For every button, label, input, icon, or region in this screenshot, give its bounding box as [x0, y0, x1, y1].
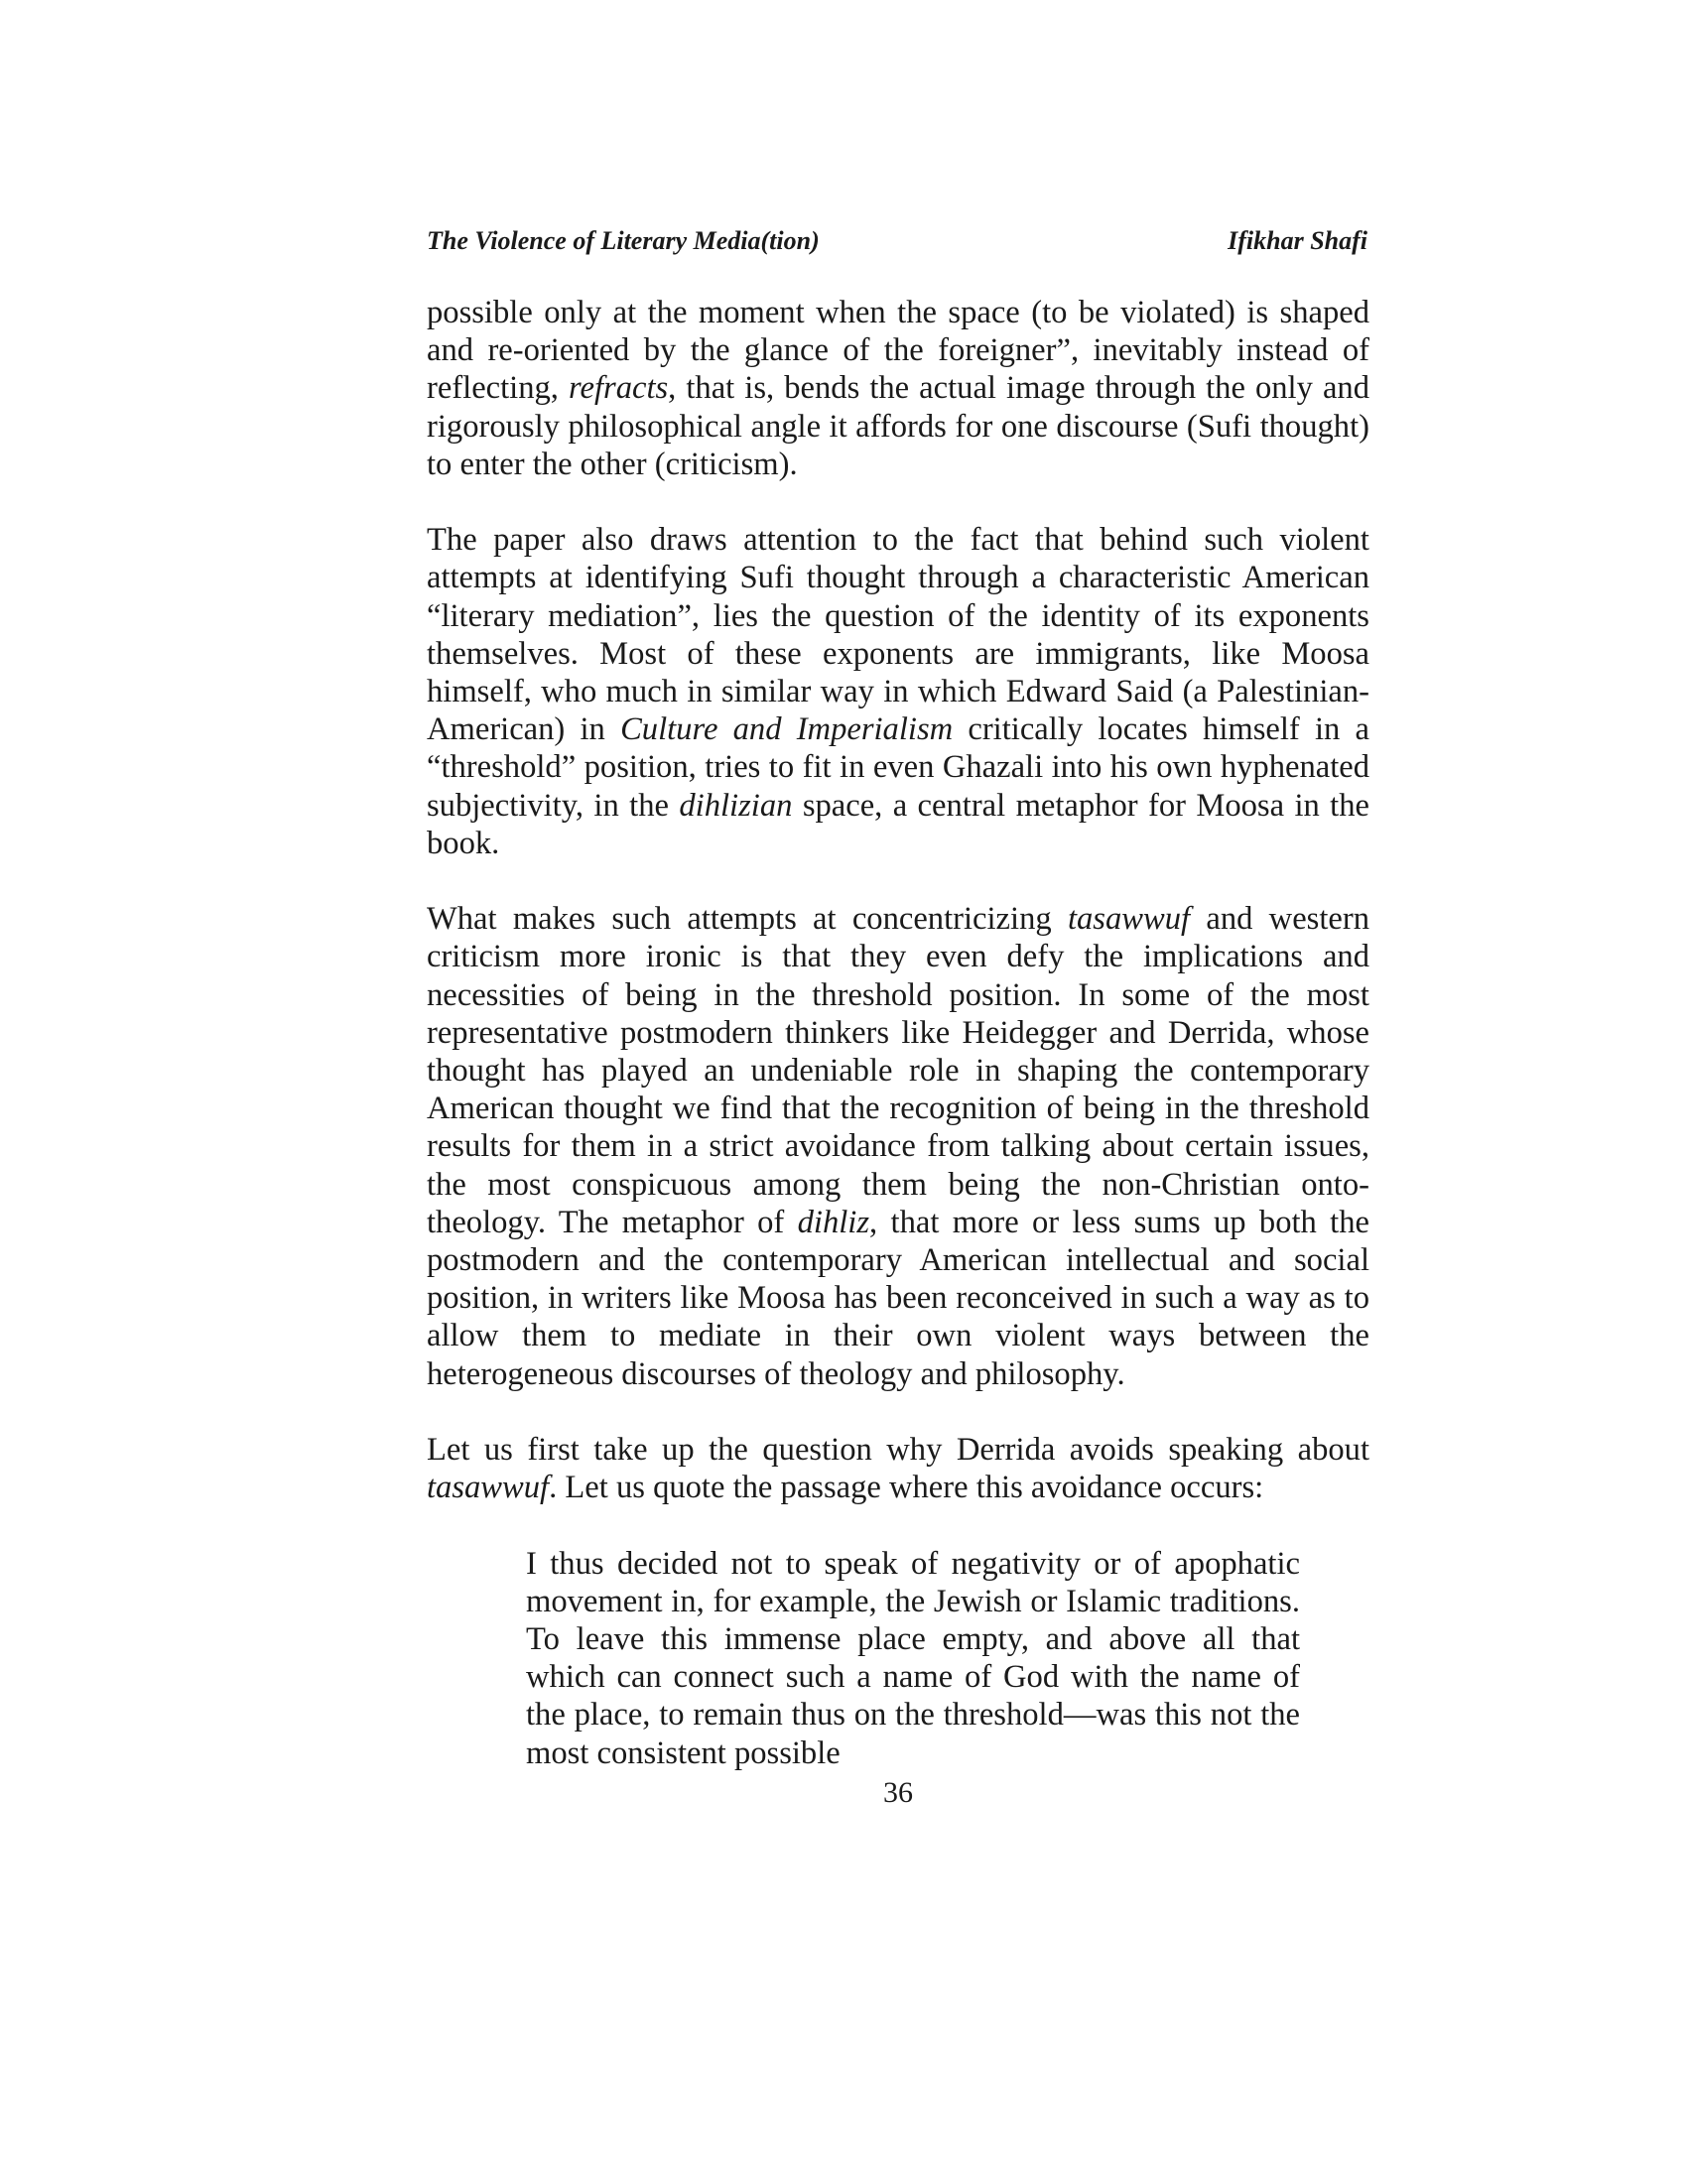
- italic-segment: Culture and Imperialism: [620, 711, 954, 748]
- text-segment: Let us first take up the question why Derrida avoids speaking about: [427, 1432, 1369, 1469]
- body-text: [427, 294, 1369, 1772]
- paragraph-2: [427, 521, 1369, 862]
- paragraph-1: [427, 294, 1369, 483]
- italic-segment: refracts: [569, 370, 669, 407]
- italic-segment: dihlizian: [679, 787, 793, 824]
- italic-segment: dihliz: [797, 1204, 870, 1240]
- text-segment: space, a central metaphor for Moosa in the book.: [427, 787, 1369, 861]
- running-title: The Violence of Literary Media(tion): [427, 226, 820, 255]
- text-segment: What makes such attempts at concentricizing: [427, 901, 1068, 938]
- paragraph-3: [427, 900, 1369, 1393]
- italic-segment: tasawwuf: [427, 1470, 550, 1506]
- text-segment: , that more or less sums up both the postmodern and the contemporary American intellectual and social position, in writers like Moosa has been reconceived in such a way as to allow them to mediate in their own violent ways between the heterogeneous discourses of theology and philosophy.: [427, 1204, 1369, 1392]
- text-segment: possible only at the moment when the space (to be violated) is shaped and re-oriented by the glance of the foreigner”, inevitably instead of reflecting,: [427, 295, 1369, 407]
- paragraph-4: [427, 1431, 1369, 1506]
- block-quote: [526, 1545, 1300, 1772]
- text-segment: , that is, bends the actual image through the only and rigorously philosophical angle it affords for one discourse (Sufi thought) to enter the other (criticism).: [427, 370, 1369, 482]
- quote-text: I thus decided not to speak of negativity or of apophatic movement in, for example, the Jewish or Islamic traditions. To leave this immense place empty, and above all that which can connect such a name of God with the name of the place, to remain thus on the threshold—was this not the most consistent possible: [526, 1545, 1300, 1771]
- text-segment: critically locates himself in a “threshold” position, tries to fit in even Ghazali into his own hyphenated subjectivity, in the: [427, 711, 1369, 824]
- italic-segment: tasawwuf: [1067, 901, 1191, 938]
- page-number: 36: [883, 1776, 913, 1809]
- author-name: Ifikhar Shafi: [1228, 226, 1367, 255]
- text-segment: The paper also draws attention to the fact that behind such violent attempts at identifying Sufi thought through a characteristic American “literary mediation”, lies the question of the identity of its exponents themselves. Most of these exponents are immigrants, like Moosa himself, who much in similar way in which Edward Said (a Palestinian-American) in: [427, 522, 1369, 748]
- text-segment: . Let us quote the passage where this avoidance occurs:: [549, 1470, 1264, 1506]
- text-segment: and western criticism more ironic is that they even defy the implications and necessities of being in the threshold position. In some of the most representative postmodern thinkers like Heidegger and Derrida, whose thought has played an undeniable role in shaping the contemporary American thought we find that the recognition of being in the threshold results for them in a strict avoidance from talking about certain issues, the most conspicuous among them being the non-Christian onto-theology. The metaphor of: [427, 901, 1369, 1240]
